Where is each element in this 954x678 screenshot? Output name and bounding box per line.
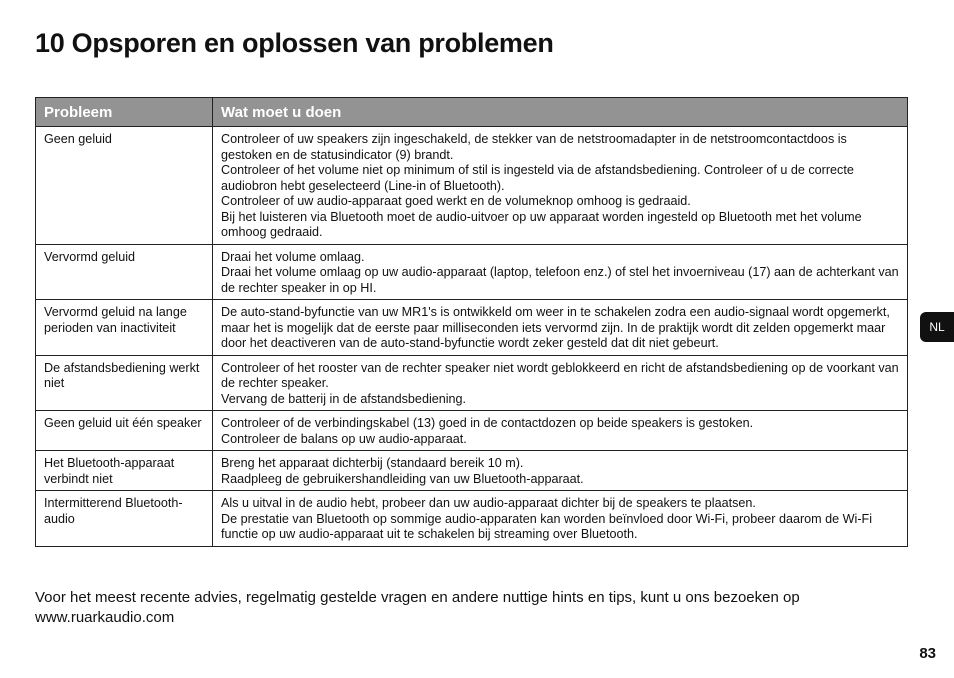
solution-line: De auto-stand-byfunctie van uw MR1's is ontwikkeld om weer in te schakelen zodra een audio-signaal wordt opgemerkt, maar het is mogelijk dat de eerste paar milliseconden iets vervormd zijn. In de praktijk wordt dit zelden opgemerkt maar door het deactiveren van de auto-stand-byfunctie wordt zeker gesteld dat dit niet gebeurt.	[221, 305, 890, 350]
table-row	[36, 355, 908, 411]
table-row	[36, 244, 908, 300]
solution-line: Vervang de batterij in de afstandsbediening.	[221, 391, 467, 406]
header-problem: Probleem	[36, 98, 213, 127]
solution-cell	[213, 411, 908, 451]
website-link[interactable]: www.ruarkaudio.com	[35, 608, 175, 626]
problem-cell: Vervormd geluid	[36, 244, 213, 300]
table-row	[36, 451, 908, 491]
problem-cell: Geen geluid	[36, 127, 213, 245]
solution-cell	[213, 451, 908, 491]
table-header-row	[36, 98, 908, 127]
solution-line: Controleer de balans op uw audio-apparaat.	[221, 431, 467, 446]
problem-cell: Geen geluid uit één speaker	[36, 411, 213, 451]
problem-cell: Vervormd geluid na lange perioden van inactiviteit	[36, 300, 213, 356]
solution-line: Controleer of uw audio-apparaat goed werkt en de volumeknop omhoog is gedraaid.	[221, 194, 691, 208]
language-tab: NL	[920, 312, 954, 342]
troubleshooting-table	[35, 97, 908, 547]
solution-line: Draai het volume omlaag.	[221, 249, 365, 264]
page-title: 10 Opsporen en oplossen van problemen	[35, 28, 554, 58]
solution-line: Controleer of het rooster van de rechter speaker niet wordt geblokkeerd en richt de afstandsbediening op de voorkant van de rechter speaker.	[221, 360, 899, 390]
solution-line: Controleer of het volume niet op minimum of stil is ingesteld via de afstandsbediening. Controleer of u de correcte audiobron hebt geselecteerd (Line-in of Bluetooth).	[221, 163, 854, 193]
footer-text: Voor het meest recente advies, regelmatig gestelde vragen en andere nuttige hints en tips, kunt u ons bezoeken op	[35, 589, 800, 606]
solution-line: De prestatie van Bluetooth op sommige audio-apparaten kan worden beïnvloed door Wi-Fi, probeer daarom de Wi-Fi functie op uw audio-apparaat uit te schakelen bij streaming over Bluetooth.	[221, 511, 873, 541]
solution-line: Breng het apparaat dichterbij (standaard bereik 10 m).	[221, 456, 524, 470]
table-row	[36, 491, 908, 547]
solution-cell	[213, 491, 908, 547]
problem-cell: De afstandsbediening werkt niet	[36, 355, 213, 411]
table-row	[36, 127, 908, 245]
problem-cell: Intermitterend Bluetooth-audio	[36, 491, 213, 547]
solution-line: Controleer of de verbindingskabel (13) goed in de contactdozen op beide speakers is gestoken.	[221, 416, 754, 430]
solution-cell	[213, 355, 908, 411]
solution-cell	[213, 244, 908, 300]
solution-line: Als u uitval in de audio hebt, probeer dan uw audio-apparaat dichter bij de speakers te plaatsen.	[221, 496, 756, 510]
solution-line: Controleer of uw speakers zijn ingeschakeld, de stekker van de netstroomadapter in de netstroomcontactdoos is gestoken en de statusindicator (9) brandt.	[221, 132, 847, 162]
page-number: 83	[919, 645, 936, 662]
solution-line: Draai het volume omlaag op uw audio-apparaat (laptop, telefoon enz.) of stel het invoerniveau (17) aan de achterkant van de rechter speaker in op HI.	[221, 265, 899, 295]
table-row	[36, 300, 908, 356]
solution-cell	[213, 127, 908, 245]
solution-line: Bij het luisteren via Bluetooth moet de audio-uitvoer op uw apparaat worden ingesteld op Bluetooth met het volume omhoog gedraaid.	[221, 209, 862, 239]
solution-line: Raadpleeg de gebruikershandleiding van uw Bluetooth-apparaat.	[221, 471, 584, 486]
header-solution: Wat moet u doen	[213, 98, 908, 127]
problem-cell: Het Bluetooth-apparaat verbindt niet	[36, 451, 213, 491]
table-row	[36, 411, 908, 451]
footer-note	[35, 588, 905, 627]
solution-cell	[213, 300, 908, 356]
